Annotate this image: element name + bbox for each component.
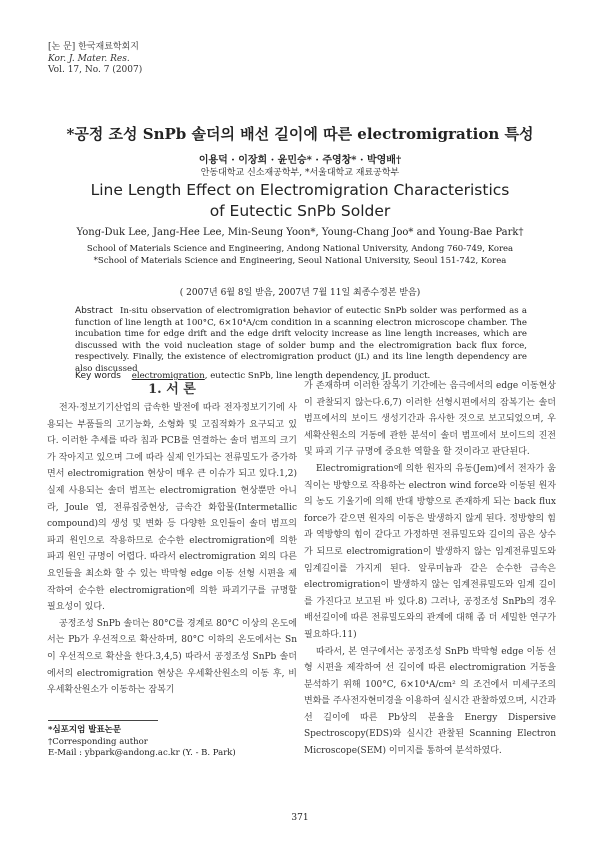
journal-volume: Vol. 17, No. 7 (2007): [48, 65, 143, 75]
abstract: [75, 306, 527, 376]
page-number: 371: [291, 813, 309, 823]
footnote-divider: [48, 720, 158, 721]
affiliation-english: [0, 244, 600, 267]
footnote-email: E-Mail : ybpark@andong.ac.kr (Y. - B. Park): [48, 748, 236, 758]
abstract-label: Abstract: [75, 306, 113, 316]
journal-name-en: Kor. J. Mater. Res.: [48, 53, 130, 64]
authors-english: Yong-Duk Lee, Jang-Hee Lee, Min-Seung Yoon*, Young-Chang Joo* and Young-Bae Park†: [76, 227, 524, 238]
journal-name-ko: [논 문] 한국재료학회지: [48, 42, 139, 52]
footnotes: [48, 725, 236, 760]
section-title: 1. 서 론: [148, 382, 196, 397]
abstract-text: In-situ observation of electromigration behavior of eutectic SnPb solder was performed as a function of line length at 100°C, 6×10⁴A/cm condition in a scanning electron microscope chamber. The incubation time for edge drift and the edge drift velocity increase as line length increases, which are discussed with the void nucleation stage of solder bump and the electromigration back flux force, respectively. Finally, the existence of electromigration product (jL) and its line length dependency are also discussed: [75, 306, 527, 374]
paragraph: 따라서, 본 연구에서는 공정조성 SnPb 박막형 edge 이동 선형 시편을 제작하여 선 길이에 따른 electromigration 거동을 분석하기 위해 100°C, 6×10⁴A/cm² 의 조건에서 미세구조의 변화를 주사전자현미경을 이용하여 실시간 관찰하였으며, 시간과 선 길이에 따른 Pb상의 분율을 Energy Dispersive Spectroscopy(EDS)와 실시간 관찰된 Scanning Electron Microscope(SEM) 이미지를 통하여 분석하였다.: [304, 646, 556, 757]
paragraph: Electromigration에 의한 원자의 유동(Jem)에서 전자가 움직이는 방향으로 작용하는 electron wind force와 이동된 원자의 농도 기울기에 의해 반대 방향으로 존재하게 되는 back flux force가 같으면 원자의 이동은 발생하지 않게 된다. 정방향의 힘과 역방향의 힘이 같다고 가정하면 전류밀도와 길이의 곱은 상수가 되므로 electromigration이 발생하지 않는 임계전류밀도와 임계길이를 가지게 된다. 알루미늄과 같은 순수한 금속은 electromigration이 발생하지 않는 임계전류밀도와 임계 길이를 가진다고 보고된 바 있다.8) 그러나, 공정조성 SnPb의 경우 배선길이에 따른 전류밀도와의 관계에 대해 좀 더 세밀한 연구가 필요하다.11): [304, 463, 556, 640]
right-column: [304, 378, 556, 760]
footnote-symposium: *심포지엄 발표논문: [48, 725, 122, 735]
journal-header: [48, 42, 142, 77]
affiliation-english-line1: School of Materials Science and Engineering, Andong National University, Andong 760-749, Korea: [86, 244, 514, 254]
authors-korean: 이용덕 · 이장희 · 윤민승* · 주영창* · 박영배†: [198, 155, 402, 166]
received-dates: ( 2007년 6월 8일 받음, 2007년 7월 11일 최종수정본 받음): [179, 288, 421, 298]
affiliation-korean: 안동대학교 신소재공학부, *서울대학교 재료공학부: [200, 168, 400, 178]
keywords-label: Key words: [75, 371, 121, 381]
paragraph: 가 존재하며 이러한 잠복기 기간에는 음극에서의 edge 이동현상이 관찰되지 않는다.6,7) 이러한 선형시편에서의 잠복기는 솔더 범프에서의 보이드 생성기간과 유사한 것으로 보고되었으며, 우세확산원소의 거동에 관한 분석이 솔더 범프에서 보이드의 진전 및 파괴 기구 규명에 중요한 역할을 할 것이라고 판단된다.: [304, 381, 556, 458]
left-column: [47, 382, 297, 699]
affiliation-english-line2: *School of Materials Science and Engineering, Seoul National University, Seoul 151-742, Korea: [93, 255, 507, 266]
keyword-electromigration: electromigration: [131, 371, 205, 381]
title-korean: *공정 조성 SnPb 솔더의 배선 길이에 따른 electromigration 특성: [66, 125, 534, 143]
footnote-corresponding: †Corresponding author: [48, 736, 148, 747]
paragraph: 공정조성 SnPb 솔더는 80°C를 경계로 80°C 이상의 온도에서는 Pb가 우선적으로 확산하며, 80°C 이하의 온도에서는 Sn이 우선적으로 확산을 한다.3,4,5) 따라서 공정조성 SnPb 솔더에서의 electromigration 현상은 우세확산원소의 이동 후, 비 우세확산원소가 이동하는 잠복기: [47, 618, 297, 696]
keywords-rest: , eutectic SnPb, line length dependency, jL product.: [204, 371, 431, 381]
paragraph: 전자·정보기기산업의 급속한 발전에 따라 전자정보기기에 사용되는 부품들의 고기능화, 소형화 및 고집적화가 요구되고 있다. 이러한 추세를 따라 칩과 PCB를 연결하는 솔더 범프의 크기가 작아지고 있으며 그에 따라 실제 인가되는 전류밀도가 증가하면서 electromigration 현상이 매우 큰 이슈가 되고 있다.1,2) 실제 사용되는 솔더 범프는 electromigration 현상뿐만 아니라, Joule 열, 전류집중현상, 금속간 화합물(Intermetallic compound)의 생성 및 변화 등 다양한 요인들이 솔더 범프의 파괴 원인으로 작용하므로 순수한 electromigration에 의한 파괴 원인 규명이 어렵다. 따라서 electromigration 외의 다른 요인들을 최소화 할 수 있는 박막형 edge 이동 선형 시편을 제작하여 순수한 electromigration에 의한 파괴기구를 규명할 필요성이 있다.: [47, 403, 297, 613]
title-english: [0, 180, 600, 222]
title-english-line1: Line Length Effect on Electromigration Characteristics: [90, 181, 510, 199]
title-english-line2: of Eutectic SnPb Solder: [209, 202, 391, 220]
